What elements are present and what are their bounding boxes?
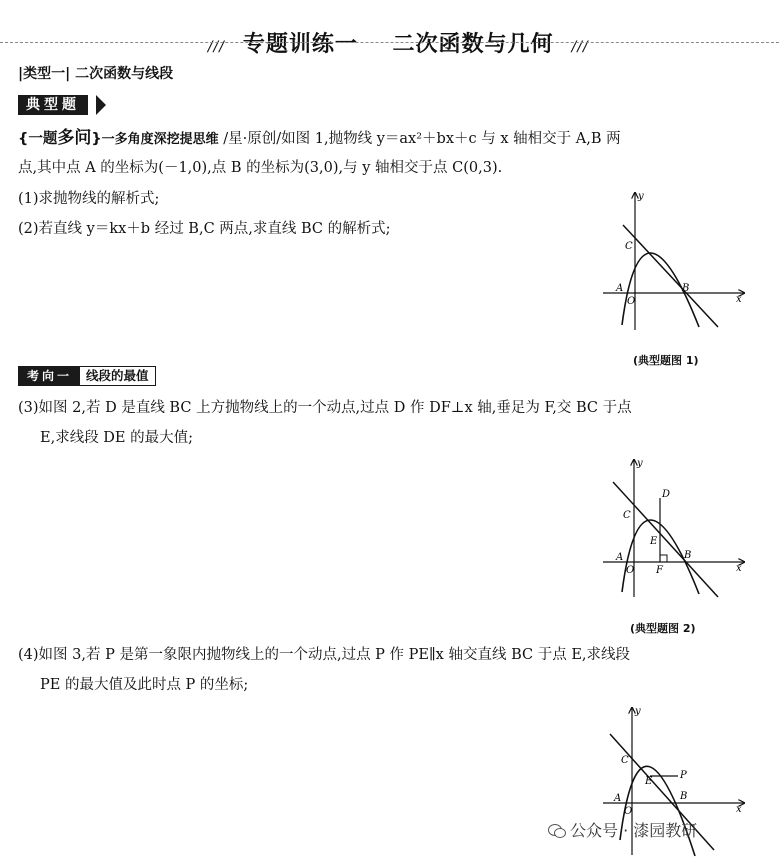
watermark-text: 公众号 · 漆园教研 [570,821,698,840]
label-x: x [736,804,742,815]
label-y: y [638,191,644,202]
label-c: C [623,510,631,521]
label-e: E [645,776,653,787]
line-bc [623,225,718,327]
label-o: O [624,806,633,817]
type-heading: |类型一| 二次函数与线段 [18,66,174,82]
intro-subtitle: 一多角度深挖提思维 [101,132,219,147]
intro-prefix: {一题 [18,131,58,147]
label-o: O [626,565,635,576]
intro-prefix-end: } [91,131,102,147]
label-e: E [650,536,658,547]
label-p: P [680,770,687,781]
question-3-line-2: E,求线段 DE 的最大值; [40,430,194,446]
page-title [0,2,779,58]
direction-label: 考向一 [19,367,80,385]
tag-arrow [96,95,106,115]
intro-line-1 [18,128,621,150]
wechat-icon [548,824,566,838]
right-angle-mark [660,555,667,562]
title-right-mark: /// [571,39,589,55]
title-text: 专题训练一 二次函数与几何 [242,32,554,57]
label-a: A [616,552,624,563]
figure-1-caption: (典型题图 1) [633,354,699,367]
figure-1 [598,185,748,335]
direction-text: 线段的最值 [86,368,149,383]
label-c: C [625,241,633,252]
intro-line-2: 点,其中点 A 的坐标为(－1,0),点 B 的坐标为(3,0),与 y 轴相交于点 C(0,3). [18,160,503,176]
figure-2 [598,452,748,602]
header-divider [0,42,779,43]
label-b: B [684,550,692,561]
question-1: (1)求抛物线的解析式; [18,191,160,207]
label-x: x [736,294,742,305]
direction-heading [18,366,156,386]
intro-prefix-big: 多问 [57,128,92,148]
typical-question-tag: 典型题 [18,95,88,115]
watermark [548,818,697,841]
label-c: C [621,755,629,766]
label-a: A [614,793,622,804]
label-b: B [680,791,688,802]
label-b: B [682,283,690,294]
figure-2-caption: (典型题图 2) [630,622,696,635]
title-left-mark: /// [207,39,225,55]
label-x: x [736,563,742,574]
label-o: O [627,296,636,307]
label-a: A [616,283,624,294]
question-2: (2)若直线 y＝kx＋b 经过 B,C 两点,求直线 BC 的解析式; [18,221,391,237]
label-y: y [635,706,641,717]
label-y: y [637,458,643,469]
question-3-line-1: (3)如图 2,若 D 是直线 BC 上方抛物线上的一个动点,过点 D 作 DF⊥x 轴,垂足为 F,交 BC 于点 [18,400,632,416]
question-4-line-1: (4)如图 3,若 P 是第一象限内抛物线上的一个动点,过点 P 作 PE∥x 轴交直线 BC 于点 E,求线段 [18,647,631,663]
question-4-line-2: PE 的最大值及此时点 P 的坐标; [40,677,249,693]
intro-text-1: /星·原创/如图 1,抛物线 y＝ax²＋bx＋c 与 x 轴相交于 A,B 两 [218,131,621,147]
label-d: D [662,489,671,500]
label-f: F [656,565,663,576]
